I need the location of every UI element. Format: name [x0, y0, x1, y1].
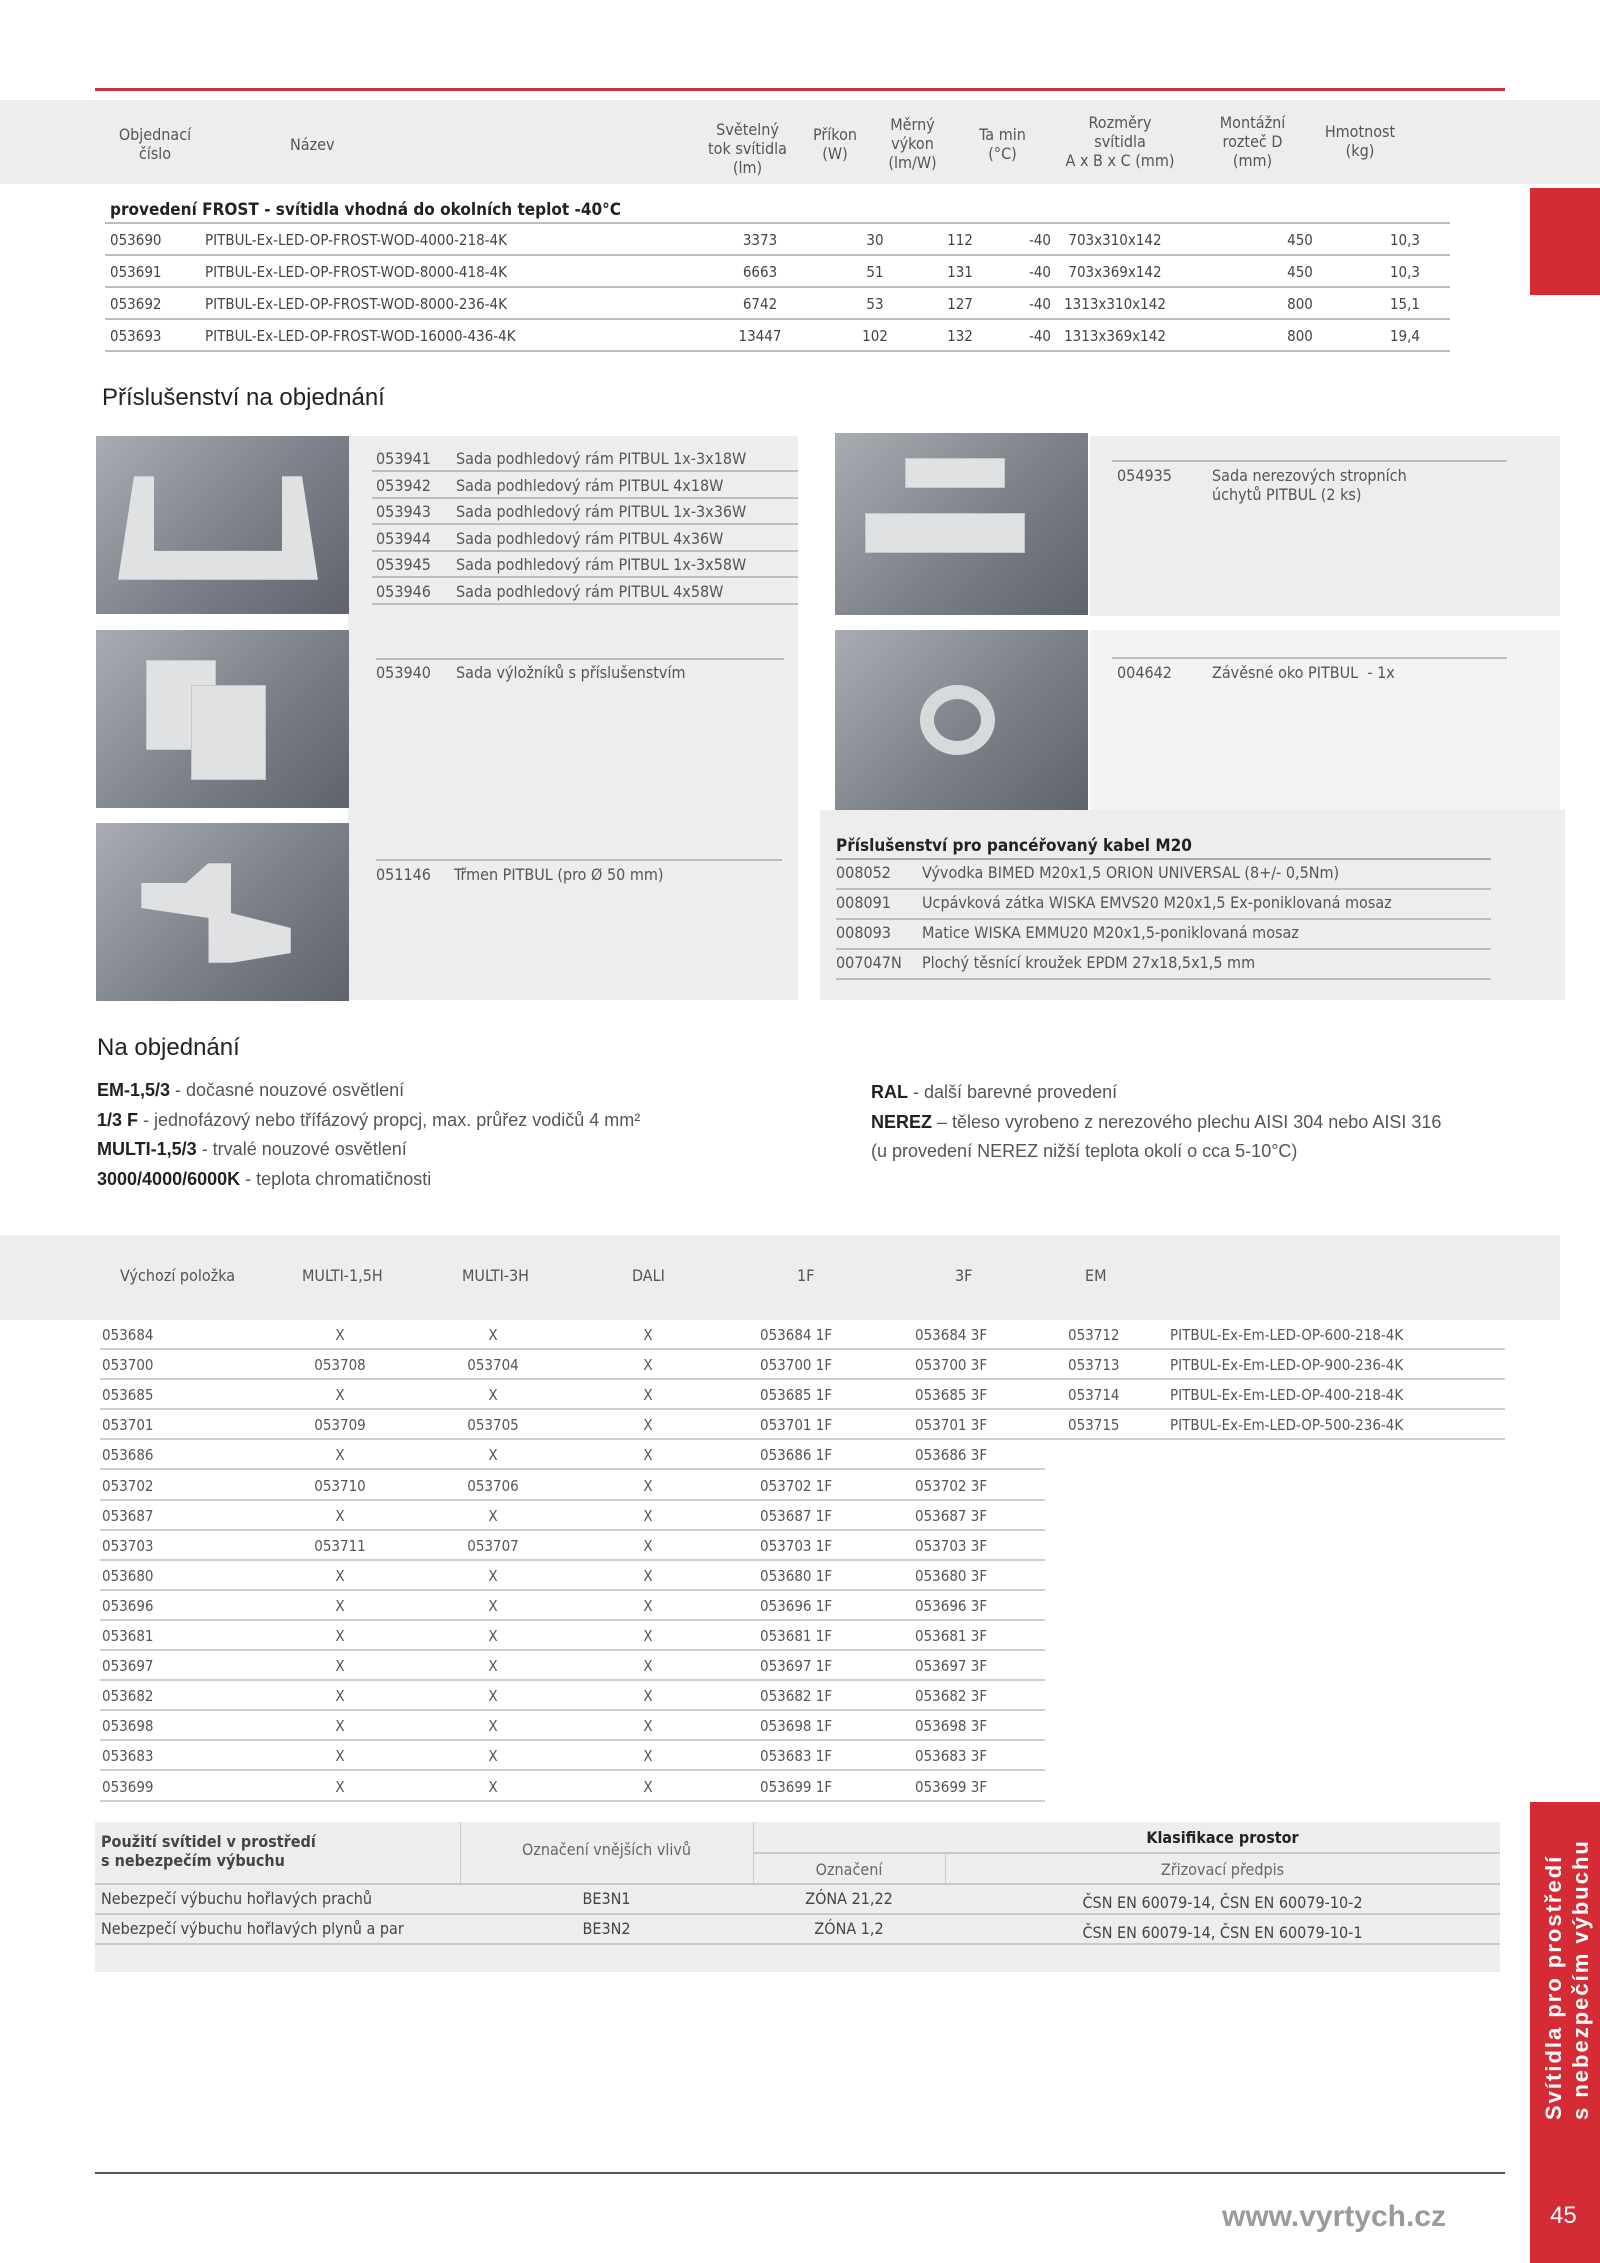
cell-f3: 053681 3F: [915, 1627, 988, 1645]
cell-m3: X: [488, 1777, 498, 1796]
item-code: 007047N: [836, 953, 902, 972]
variants-header-5: 3F: [955, 1266, 973, 1285]
cell-m15: X: [335, 1657, 345, 1676]
cell-base: 053702: [102, 1476, 154, 1495]
item-code: 053941: [376, 449, 431, 468]
item-name: Sada podhledový rám PITBUL 4x58W: [456, 581, 724, 601]
item-name: Vývodka BIMED M20x1,5 ORION UNIVERSAL (8+/- 0,5Nm): [922, 863, 1340, 882]
cell-m15: X: [335, 1596, 345, 1615]
cell-weight: 15,1: [1389, 295, 1421, 313]
variants-header-4: 1F: [797, 1266, 815, 1285]
cell-f1: 053698 1F: [760, 1717, 833, 1736]
cell-efficacy: 112: [947, 231, 973, 249]
cell-f3: 053684 3F: [915, 1326, 988, 1344]
cell-m3: X: [488, 1627, 498, 1645]
em-row: [1060, 1410, 1480, 1440]
arms-name: Sada výložníků s příslušenstvím: [456, 663, 686, 682]
col1-header-line2: s nebezpečím výbuchu: [101, 1851, 285, 1870]
cell-power: 53: [866, 295, 884, 313]
list-item: [372, 526, 798, 552]
variants-header-0: Výchozí položka: [120, 1266, 236, 1285]
arms-code: 053940: [376, 663, 431, 682]
legend-key: RAL: [871, 1082, 908, 1102]
table-row: [100, 1501, 1045, 1531]
item-name: Matice WISKA EMMU20 M20x1,5-poniklovaná mosaz: [922, 923, 1299, 942]
cell-ta_min: -40: [1028, 295, 1052, 313]
arms-image: [96, 630, 349, 808]
legend-key: 3000/4000/6000K: [97, 1168, 241, 1189]
em-name: PITBUL-Ex-Em-LED-OP-600-218-4K: [1170, 1326, 1404, 1344]
divider: [376, 658, 784, 660]
cell-m15: 053711: [314, 1536, 366, 1555]
header-efficacy: Měrný výkon (lm/W): [888, 115, 937, 172]
em-code: 053714: [1068, 1386, 1120, 1405]
cell-dims: 1313x369x142: [1064, 327, 1166, 345]
legend-text: - teplota chromatičnosti: [240, 1168, 432, 1189]
em-code: 053715: [1068, 1416, 1120, 1435]
list-item: [836, 890, 1491, 920]
list-item: [372, 579, 798, 605]
cell-code: 053690: [110, 231, 162, 249]
em-row: [1060, 1320, 1480, 1350]
header-ta-min: Ta min (°C): [979, 125, 1026, 163]
cell-dali: X: [643, 1687, 653, 1706]
classification-col1-header: [101, 1832, 316, 1870]
cell-code: 053693: [110, 327, 162, 345]
bottom-rule: [95, 2172, 1505, 2174]
list-item: [836, 950, 1491, 980]
cell-flux: 6742: [742, 295, 778, 313]
class-zone: ZÓNA 21,22: [805, 1889, 893, 1908]
list-item: [372, 446, 798, 472]
item-code: 008093: [836, 923, 891, 942]
frost-section-title: provedení FROST - svítidla vhodná do okolních teplot -40°C: [110, 200, 621, 220]
variants-header-2: MULTI-3H: [462, 1266, 529, 1285]
cell-f1: 053702 1F: [760, 1476, 833, 1495]
header-power: Příkon (W): [812, 125, 857, 163]
table-row: [100, 1711, 1045, 1741]
page-number: 45: [1550, 2202, 1577, 2229]
header-name: Název: [290, 135, 335, 154]
legend-line: [871, 1112, 1441, 1133]
classification-group-header: Klasifikace prostor: [1146, 1828, 1299, 1847]
item-name: Sada podhledový rám PITBUL 1x-3x18W: [456, 449, 747, 468]
cell-f1: 053686 1F: [760, 1446, 833, 1465]
item-name: Sada podhledový rám PITBUL 1x-3x36W: [456, 502, 747, 521]
class-use: Nebezpečí výbuchu hořlavých plynů a par: [101, 1919, 404, 1938]
ceiling-frame-image: [96, 436, 349, 614]
class-norm: ČSN EN 60079-14, ČSN EN 60079-10-1: [1082, 1923, 1363, 1942]
cell-f1: 053687 1F: [760, 1506, 833, 1525]
cell-base: 053686: [102, 1446, 154, 1465]
cell-weight: 19,4: [1389, 327, 1421, 345]
class-mark: BE3N2: [582, 1919, 631, 1938]
cell-f1: 053684 1F: [760, 1326, 833, 1344]
cell-base: 053699: [102, 1777, 154, 1796]
stirrup-code: 051146: [376, 865, 431, 884]
cell-m3: 053706: [467, 1476, 519, 1495]
cell-dali: X: [643, 1506, 653, 1525]
cell-f1: 053701 1F: [760, 1416, 833, 1435]
table-row: [100, 1621, 1045, 1651]
list-item: [372, 473, 798, 499]
table-row: [100, 1681, 1045, 1711]
cell-dali: X: [643, 1747, 653, 1766]
cell-dali: X: [643, 1566, 653, 1585]
website-link[interactable]: www.vyrtych.cz: [1222, 2200, 1446, 2233]
cell-m15: X: [335, 1326, 345, 1344]
ceiling-brackets-name-line1: Sada nerezových stropních: [1212, 466, 1407, 485]
cell-spacing: 450: [1287, 263, 1313, 281]
cell-power: 51: [866, 263, 884, 281]
item-code: 053946: [376, 581, 431, 601]
header-dimensions: Rozměry svítidla A x B x C (mm): [1065, 113, 1175, 170]
legend-line: [97, 1080, 404, 1101]
top-rule: [95, 88, 1505, 91]
bracket-shape: [865, 513, 1025, 553]
stirrup-image: [96, 823, 349, 1001]
cell-base: 053683: [102, 1747, 154, 1766]
divider: [376, 859, 782, 861]
cell-m3: 053707: [467, 1536, 519, 1555]
list-item: [372, 552, 798, 578]
cell-dali: X: [643, 1717, 653, 1736]
header-spacing: Montážní rozteč D (mm): [1219, 113, 1286, 170]
cell-f1: 053682 1F: [760, 1687, 833, 1706]
em-name: PITBUL-Ex-Em-LED-OP-500-236-4K: [1170, 1416, 1404, 1435]
cell-dali: X: [643, 1386, 653, 1405]
class-use: Nebezpečí výbuchu hořlavých prachů: [101, 1889, 373, 1908]
on-order-title: Na objednání: [97, 1034, 240, 1061]
cell-m15: 053710: [314, 1476, 366, 1495]
ceiling-brackets-name: [1212, 466, 1407, 504]
em-code: 053712: [1068, 1326, 1120, 1344]
cell-dali: X: [643, 1657, 653, 1676]
cell-f3: 053699 3F: [915, 1777, 988, 1796]
item-name: Ucpávková zátka WISKA EMVS20 M20x1,5 Ex-poniklovaná mosaz: [922, 893, 1392, 912]
cell-m15: X: [335, 1446, 345, 1465]
cell-m3: X: [488, 1326, 498, 1344]
cell-m15: 053708: [314, 1356, 366, 1375]
eye-bolt-name: Závěsné oko PITBUL - 1x: [1212, 663, 1395, 682]
cell-base: 053696: [102, 1596, 154, 1615]
stirrup-shape: [141, 863, 291, 963]
legend-line: [871, 1082, 1117, 1103]
cell-base: 053682: [102, 1687, 154, 1706]
table-row: [105, 224, 1450, 256]
header-weight: Hmotnost (kg): [1324, 122, 1396, 160]
legend-line: [97, 1110, 640, 1131]
class-norm: ČSN EN 60079-14, ČSN EN 60079-10-2: [1082, 1893, 1363, 1912]
cell-dali: X: [643, 1326, 653, 1344]
header-flux: Světelný tok svítidla (lm): [708, 120, 787, 177]
eye-ring-shape: [920, 685, 995, 755]
em-name: PITBUL-Ex-Em-LED-OP-900-236-4K: [1170, 1356, 1404, 1375]
cell-m15: X: [335, 1566, 345, 1585]
cell-f3: 053700 3F: [915, 1356, 988, 1375]
cable-accessories-title: Příslušenství pro pancéřovaný kabel M20: [836, 836, 1192, 856]
table-row: [100, 1772, 1045, 1802]
item-code: 053943: [376, 502, 431, 521]
em-name: PITBUL-Ex-Em-LED-OP-400-218-4K: [1170, 1386, 1404, 1405]
cell-f1: 053685 1F: [760, 1386, 833, 1405]
side-tab-top: [1530, 188, 1600, 295]
cell-power: 102: [862, 327, 888, 345]
cell-f1: 053681 1F: [760, 1627, 833, 1645]
cell-m3: X: [488, 1446, 498, 1465]
cell-weight: 10,3: [1389, 263, 1421, 281]
cell-f3: 053687 3F: [915, 1506, 988, 1525]
list-item: [836, 860, 1491, 890]
table-row: [100, 1471, 1045, 1501]
cell-f3: 053697 3F: [915, 1657, 988, 1676]
table-row: [100, 1651, 1045, 1681]
cell-dims: 703x310x142: [1068, 231, 1162, 249]
cell-flux: 6663: [742, 263, 778, 281]
cell-efficacy: 127: [947, 295, 973, 313]
cell-dali: X: [643, 1777, 653, 1796]
item-code: 053945: [376, 555, 431, 574]
cell-m3: 053704: [467, 1356, 519, 1375]
legend-line: [97, 1169, 431, 1190]
table-row: [100, 1591, 1045, 1621]
cell-f1: 053680 1F: [760, 1566, 833, 1585]
cell-name: PITBUL-Ex-LED-OP-FROST-WOD-8000-236-4K: [205, 295, 507, 313]
cell-m15: X: [335, 1717, 345, 1736]
cell-dali: X: [643, 1596, 653, 1615]
col1-header-line1: Použití svítidel v prostředí: [101, 1832, 316, 1851]
legend-text: - jednofázový nebo třífázový propcj, max. průřez vodičů 4 mm²: [138, 1109, 641, 1130]
legend-text: - dočasné nouzové osvětlení: [170, 1080, 405, 1100]
classification-sub2-header: Zřizovací předpis: [1160, 1860, 1285, 1879]
cell-m3: X: [488, 1596, 498, 1615]
class-mark: BE3N1: [582, 1889, 631, 1908]
cell-base: 053700: [102, 1356, 154, 1375]
cell-dali: X: [643, 1416, 653, 1435]
legend-text: (u provedení NEREZ nižší teplota okolí o cca 5-10°C): [871, 1141, 1298, 1161]
cell-base: 053680: [102, 1566, 154, 1585]
cell-base: 053684: [102, 1326, 154, 1344]
cell-m15: X: [335, 1386, 345, 1405]
cell-f1: 053703 1F: [760, 1536, 833, 1555]
cell-f3: 053685 3F: [915, 1386, 988, 1405]
class-zone: ZÓNA 1,2: [814, 1919, 884, 1938]
cell-ta_min: -40: [1028, 231, 1052, 249]
table-row: [105, 320, 1450, 352]
cell-ta_min: -40: [1028, 263, 1052, 281]
item-name: Sada podhledový rám PITBUL 1x-3x58W: [456, 555, 747, 574]
cell-efficacy: 132: [947, 327, 973, 345]
cell-m15: X: [335, 1747, 345, 1766]
bracket-shape: [905, 458, 1005, 488]
cell-code: 053691: [110, 263, 162, 281]
cell-dims: 1313x310x142: [1064, 295, 1166, 313]
cell-power: 30: [866, 231, 884, 249]
cell-f3: 053680 3F: [915, 1566, 988, 1585]
divider: [1112, 460, 1507, 462]
cell-f1: 053700 1F: [760, 1356, 833, 1375]
cell-name: PITBUL-Ex-LED-OP-FROST-WOD-8000-418-4K: [205, 263, 507, 281]
cell-f1: 053697 1F: [760, 1657, 833, 1676]
variants-header-3: DALI: [632, 1266, 665, 1285]
eye-bolt-image: [835, 630, 1088, 810]
cell-base: 053698: [102, 1717, 154, 1736]
cell-code: 053692: [110, 295, 162, 313]
cell-f1: 053696 1F: [760, 1596, 833, 1615]
item-code: 008052: [836, 863, 891, 882]
legend-text: - trvalé nouzové osvětlení: [196, 1139, 407, 1159]
cell-flux: 3373: [742, 231, 778, 249]
cell-m3: X: [488, 1687, 498, 1706]
cell-f3: 053683 3F: [915, 1747, 988, 1766]
cell-dali: X: [643, 1627, 653, 1645]
cell-m3: X: [488, 1386, 498, 1405]
table-row: [100, 1741, 1045, 1771]
cell-m3: X: [488, 1747, 498, 1766]
variants-header-1: MULTI-1,5H: [302, 1266, 383, 1285]
divider: [95, 1913, 1500, 1915]
classification-sub1-header: Označení: [815, 1860, 883, 1879]
ceiling-brackets-name-line2: úchytů PITBUL (2 ks): [1212, 485, 1362, 504]
cell-f3: 053696 3F: [915, 1596, 988, 1615]
divider: [95, 1883, 1500, 1885]
legend-key: MULTI-1,5/3: [97, 1139, 197, 1159]
cell-f1: 053683 1F: [760, 1747, 833, 1766]
divider: [1112, 657, 1507, 659]
item-name: Sada podhledový rám PITBUL 4x18W: [456, 475, 724, 495]
cell-base: 053681: [102, 1627, 154, 1645]
cell-spacing: 800: [1287, 327, 1313, 345]
legend-line: [97, 1139, 407, 1160]
side-tab-label: [1540, 1839, 1594, 2120]
arm-plate-shape: [191, 685, 266, 780]
cell-weight: 10,3: [1389, 231, 1421, 249]
legend-line: [871, 1141, 1297, 1162]
cell-m3: X: [488, 1506, 498, 1525]
cell-m15: X: [335, 1777, 345, 1796]
item-code: 053942: [376, 475, 431, 495]
cell-m3: X: [488, 1566, 498, 1585]
cell-dali: X: [643, 1476, 653, 1495]
accessories-right-panel-top: [1090, 436, 1560, 616]
cell-base: 053687: [102, 1506, 154, 1525]
legend-text: - další barevné provedení: [908, 1082, 1118, 1102]
variants-header-6: EM: [1085, 1266, 1107, 1285]
cell-m15: X: [335, 1627, 345, 1645]
ceiling-brackets-image: [835, 433, 1088, 615]
cell-dali: X: [643, 1536, 653, 1555]
cell-f3: 053698 3F: [915, 1717, 988, 1736]
table-row: [105, 288, 1450, 320]
cell-m15: 053709: [314, 1416, 366, 1435]
accessories-title: Příslušenství na objednání: [102, 384, 385, 411]
cell-base: 053701: [102, 1416, 154, 1435]
cell-base: 053685: [102, 1386, 154, 1405]
divider: [753, 1852, 1500, 1854]
divider: [95, 1943, 1500, 1945]
cell-dims: 703x369x142: [1068, 263, 1162, 281]
cell-name: PITBUL-Ex-LED-OP-FROST-WOD-4000-218-4K: [205, 231, 507, 249]
ceiling-brackets-code: 054935: [1117, 466, 1172, 485]
table-row: [100, 1440, 1045, 1470]
product-table-header: [0, 100, 1600, 184]
item-name: Plochý těsnící kroužek EPDM 27x18,5x1,5 mm: [922, 953, 1256, 972]
cell-m3: 053705: [467, 1416, 519, 1435]
list-item: [836, 920, 1491, 950]
table-row: [105, 256, 1450, 288]
frame-shape: [118, 476, 318, 580]
cell-flux: 13447: [738, 327, 782, 345]
list-item: [372, 499, 798, 525]
cell-name: PITBUL-Ex-LED-OP-FROST-WOD-16000-436-4K: [205, 327, 516, 345]
em-row: [1060, 1350, 1480, 1380]
legend-key: NEREZ: [871, 1111, 933, 1132]
cell-efficacy: 131: [947, 263, 973, 281]
item-code: 008091: [836, 893, 891, 912]
em-code: 053713: [1068, 1356, 1120, 1375]
table-row: [100, 1531, 1045, 1561]
cell-ta_min: -40: [1028, 327, 1052, 345]
legend-key: 1/3 F: [97, 1109, 139, 1130]
cell-m3: X: [488, 1717, 498, 1736]
cell-base: 053703: [102, 1536, 154, 1555]
cell-spacing: 450: [1287, 231, 1313, 249]
cell-m15: X: [335, 1687, 345, 1706]
item-code: 053944: [376, 528, 431, 548]
header-order-number: Objednací číslo: [118, 125, 192, 163]
side-tab-line2: s nebezpečím výbuchu: [1568, 1839, 1593, 2120]
cell-f3: 053701 3F: [915, 1416, 988, 1435]
item-name: Sada podhledový rám PITBUL 4x36W: [456, 528, 724, 548]
classification-col2-header: Označení vnějších vlivů: [521, 1840, 692, 1859]
em-row: [1060, 1380, 1480, 1410]
cell-f3: 053682 3F: [915, 1687, 988, 1706]
table-row: [100, 1561, 1045, 1591]
cell-m3: X: [488, 1657, 498, 1676]
classification-table: [95, 1822, 1500, 1972]
side-tab-line1: Svítidla pro prostředí: [1541, 1854, 1566, 2120]
legend-key: EM-1,5/3: [97, 1080, 171, 1100]
cell-m15: X: [335, 1506, 345, 1525]
legend-text: – těleso vyrobeno z nerezového plechu AISI 304 nebo AISI 316: [932, 1111, 1442, 1132]
cell-dali: X: [643, 1446, 653, 1465]
cell-f3: 053702 3F: [915, 1476, 988, 1495]
cell-spacing: 800: [1287, 295, 1313, 313]
cell-base: 053697: [102, 1657, 154, 1676]
cell-f3: 053686 3F: [915, 1446, 988, 1465]
cell-f1: 053699 1F: [760, 1777, 833, 1796]
stirrup-name: Třmen PITBUL (pro Ø 50 mm): [454, 865, 664, 884]
cell-f3: 053703 3F: [915, 1536, 988, 1555]
cell-dali: X: [643, 1356, 653, 1375]
eye-bolt-code: 004642: [1117, 663, 1172, 682]
